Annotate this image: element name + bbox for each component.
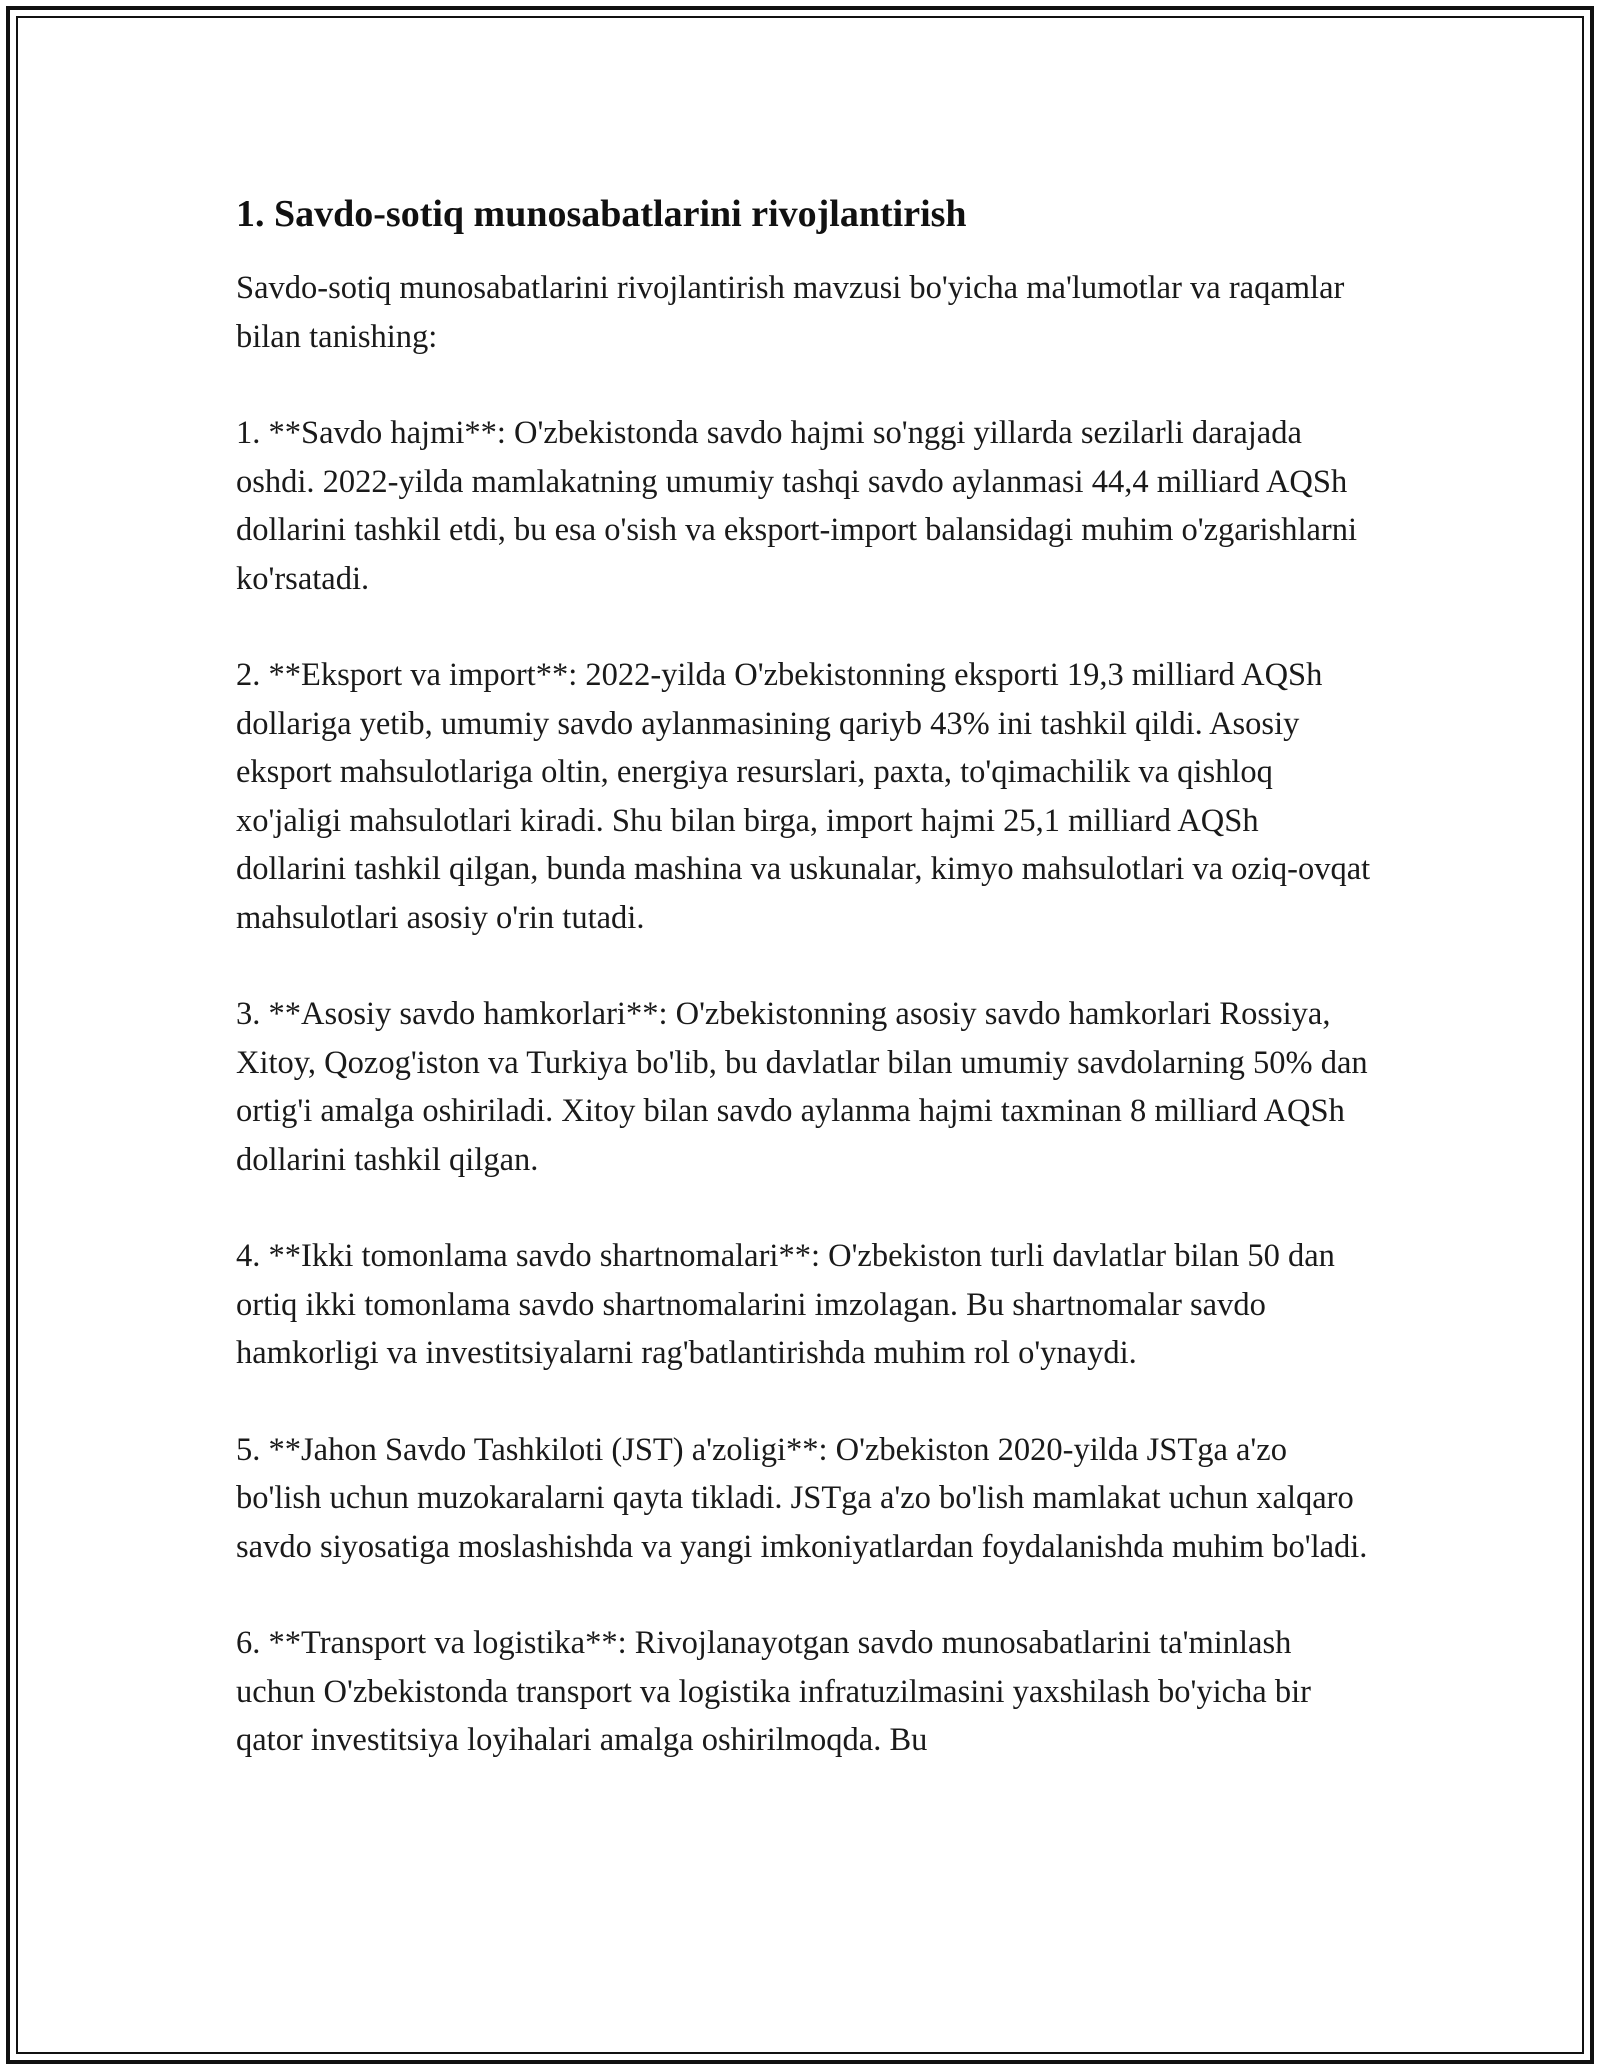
intro-paragraph: Savdo-sotiq munosabatlarini rivojlantirish mavzusi bo'yicha ma'lumotlar va raqamlar bilan tanishing: bbox=[236, 270, 1345, 355]
section-heading: 1. Savdo-sotiq munosabatlarini rivojlantirish bbox=[236, 193, 967, 235]
list-item-transport-logistika: 6. **Transport va logistika**: Rivojlanayotgan savdo munosabatlarini ta'minlash uchun O'zbekistonda transport va logistika infratuzilmasini yaxshilash bo'yicha bir qator investitsiya loyihalari amalga oshirilmoqda. Bu bbox=[236, 1625, 1311, 1758]
list-item-eksport-import: 2. **Eksport va import**: 2022-yilda O'zbekistonning eksporti 19,3 milliard AQSh dollariga yetib, umumiy savdo aylanmasining qariyb 43% ini tashkil qildi. Asosiy eksport mahsulotlariga oltin, energiya resurslari, paxta, to'qimachilik va qishloq xo'jaligi mahsulotlari kiradi. Shu bilan birga, import hajmi 25,1 milliard AQSh dollarini tashkil qilgan, bunda mashina va uskunalar, kimyo mahsulotlari va oziq-ovqat mahsulotlari asosiy o'rin tutadi. bbox=[236, 657, 1371, 936]
list-item-savdo-hamkorlari: 3. **Asosiy savdo hamkorlari**: O'zbekistonning asosiy savdo hamkorlari Rossiya, Xitoy, Qozog'iston va Turkiya bo'lib, bu davlatlar bilan umumiy savdolarning 50% dan ortig'i amalga oshiriladi. Xitoy bilan savdo aylanma hajmi taxminan 8 milliard AQSh dollarini tashkil qilgan. bbox=[236, 996, 1368, 1178]
list-item-savdo-hajmi: 1. **Savdo hajmi**: O'zbekistonda savdo hajmi so'nggi yillarda sezilarli darajada oshdi. 2022-yilda mamlakatning umumiy tashqi savdo aylanmasi 44,4 milliard AQSh dollarini tashkil etdi, bu esa o'sish va eksport-import balansidagi muhim o'zgarishlarni ko'rsatadi. bbox=[236, 415, 1358, 597]
list-item-jst-azoligi: 5. **Jahon Savdo Tashkiloti (JST) a'zoligi**: O'zbekiston 2020-yilda JSTga a'zo bo'lish uchun muzokaralarni qayta tikladi. JSTga a'zo bo'lish mamlakat uchun xalqaro savdo siyosatiga moslashishda va yangi imkoniyatlardan foydalanishda muhim bo'ladi. bbox=[236, 1431, 1368, 1565]
list-item-savdo-shartnomalari: 4. **Ikki tomonlama savdo shartnomalari**: O'zbekiston turli davlatlar bilan 50 dan ortiq ikki tomonlama savdo shartnomalarini imzolagan. Bu shartnomalar savdo hamkorligi va investitsiyalarni rag'batlantirishda muhim rol o'ynaydi. bbox=[236, 1238, 1335, 1371]
document-body bbox=[236, 188, 1376, 1813]
